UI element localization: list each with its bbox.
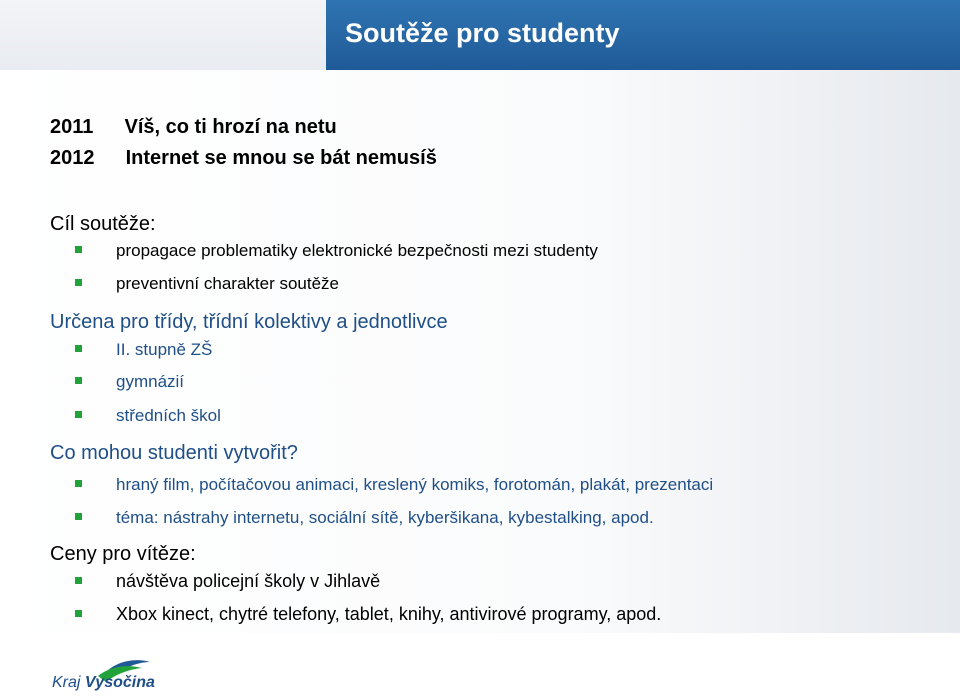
- year: 2011: [50, 116, 94, 138]
- create-heading: Co mohou studenti vytvořit?: [50, 442, 298, 464]
- bullet-icon: [75, 610, 82, 617]
- create-item: hraný film, počítačovou animaci, kreslený komiks, forotomán, plakát, prezentaci: [116, 475, 714, 494]
- bullet-icon: [75, 513, 82, 520]
- create-item: téma: nástrahy internetu, sociální sítě, kyberšikana, kybestalking, apod.: [116, 508, 654, 527]
- year: 2012: [50, 147, 95, 169]
- year-line-2012: [50, 147, 437, 170]
- bullet-icon: [75, 480, 82, 487]
- audience-item: středních škol: [116, 406, 221, 425]
- bullet-icon: [75, 577, 82, 584]
- goal-heading: Cíl soutěže:: [50, 213, 156, 235]
- bullet-icon: [75, 345, 82, 352]
- goal-item: preventivní charakter soutěže: [116, 274, 340, 293]
- bullet-icon: [75, 246, 82, 253]
- competition-name: Internet se mnou se bát nemusíš: [125, 147, 437, 169]
- audience-heading: Určena pro třídy, třídní kolektivy a jednotlivce: [50, 311, 448, 333]
- bullet-icon: [75, 377, 82, 384]
- logo-word-vysocina: Vysočina: [84, 674, 155, 691]
- audience-item: gymnázií: [116, 372, 185, 391]
- prize-item: návštěva policejní školy v Jihlavě: [116, 571, 381, 591]
- goal-item: propagace problematiky elektronické bezpečnosti mezi studenty: [116, 241, 598, 260]
- audience-item: II. stupně ZŠ: [116, 340, 213, 359]
- header-left-band: [0, 0, 326, 70]
- year-line-2011: [50, 116, 337, 139]
- bullet-icon: [75, 411, 82, 418]
- competition-name: Víš, co ti hrozí na netu: [124, 116, 337, 138]
- slide-title: Soutěže pro studenty: [345, 18, 620, 48]
- logo-wordmark: [52, 674, 155, 692]
- logo-word-kraj: Kraj: [52, 674, 81, 691]
- prize-item: Xbox kinect, chytré telefony, tablet, knihy, antivirové programy, apod.: [116, 604, 662, 624]
- prizes-heading: Ceny pro vítěze:: [50, 543, 196, 565]
- bullet-icon: [75, 279, 82, 286]
